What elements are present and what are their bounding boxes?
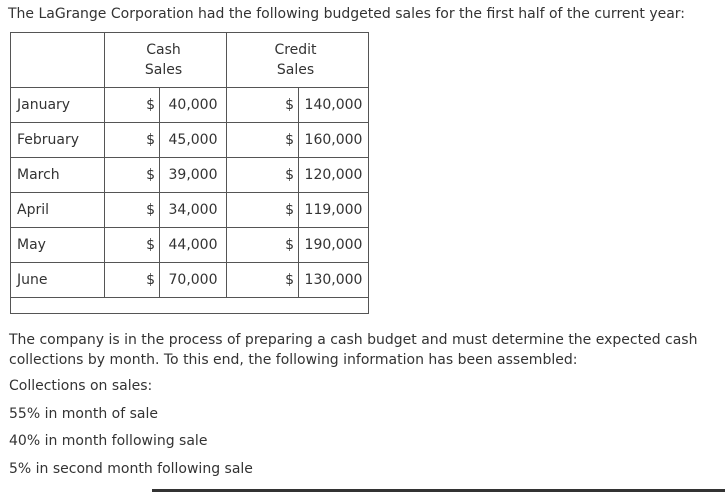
- currency-symbol: $: [227, 193, 299, 228]
- collection-item: 40% in month following sale: [9, 433, 208, 449]
- table-row: [11, 193, 369, 228]
- table-row: [11, 88, 369, 123]
- currency-symbol: $: [105, 193, 160, 228]
- table-row: [11, 228, 369, 263]
- currency-symbol: $: [227, 228, 299, 263]
- currency-symbol: $: [105, 88, 160, 123]
- credit-sales-value: 190,000: [299, 228, 369, 263]
- table-header-row: [11, 33, 369, 88]
- collection-item: 55% in month of sale: [9, 406, 158, 422]
- collection-item: 5% in second month following sale: [9, 461, 253, 477]
- budgeted-sales-table: [10, 32, 369, 314]
- currency-symbol: $: [227, 158, 299, 193]
- credit-sales-value: 140,000: [299, 88, 369, 123]
- month-cell: May: [11, 228, 105, 263]
- cash-sales-value: 39,000: [160, 158, 227, 193]
- intro-text: The LaGrange Corporation had the following budgeted sales for the first half of the current year:: [8, 6, 686, 22]
- header-month-cell: [11, 33, 105, 88]
- month-cell: February: [11, 123, 105, 158]
- currency-symbol: $: [105, 123, 160, 158]
- cash-sales-value: 34,000: [160, 193, 227, 228]
- table-row: [11, 263, 369, 298]
- currency-symbol: $: [105, 263, 160, 298]
- header-cash-sales: Cash Sales: [105, 33, 227, 88]
- description-paragraph: The company is in the process of preparing a cash budget and must determine the expected cash collections by month. To this end, the following information has been assembled:: [9, 332, 698, 368]
- currency-symbol: $: [227, 123, 299, 158]
- month-cell: January: [11, 88, 105, 123]
- empty-cell: [11, 298, 369, 314]
- currency-symbol: $: [227, 263, 299, 298]
- currency-symbol: $: [105, 158, 160, 193]
- cash-sales-value: 45,000: [160, 123, 227, 158]
- month-cell: April: [11, 193, 105, 228]
- cash-sales-value: 44,000: [160, 228, 227, 263]
- credit-sales-value: 120,000: [299, 158, 369, 193]
- credit-sales-value: 130,000: [299, 263, 369, 298]
- table-row: [11, 123, 369, 158]
- table-row: [11, 158, 369, 193]
- table-empty-row: [11, 298, 369, 314]
- month-cell: June: [11, 263, 105, 298]
- credit-sales-value: 160,000: [299, 123, 369, 158]
- collections-heading: Collections on sales:: [9, 378, 153, 394]
- currency-symbol: $: [227, 88, 299, 123]
- cash-sales-value: 70,000: [160, 263, 227, 298]
- credit-sales-value: 119,000: [299, 193, 369, 228]
- header-credit-sales: Credit Sales: [227, 33, 369, 88]
- cash-sales-value: 40,000: [160, 88, 227, 123]
- currency-symbol: $: [105, 228, 160, 263]
- month-cell: March: [11, 158, 105, 193]
